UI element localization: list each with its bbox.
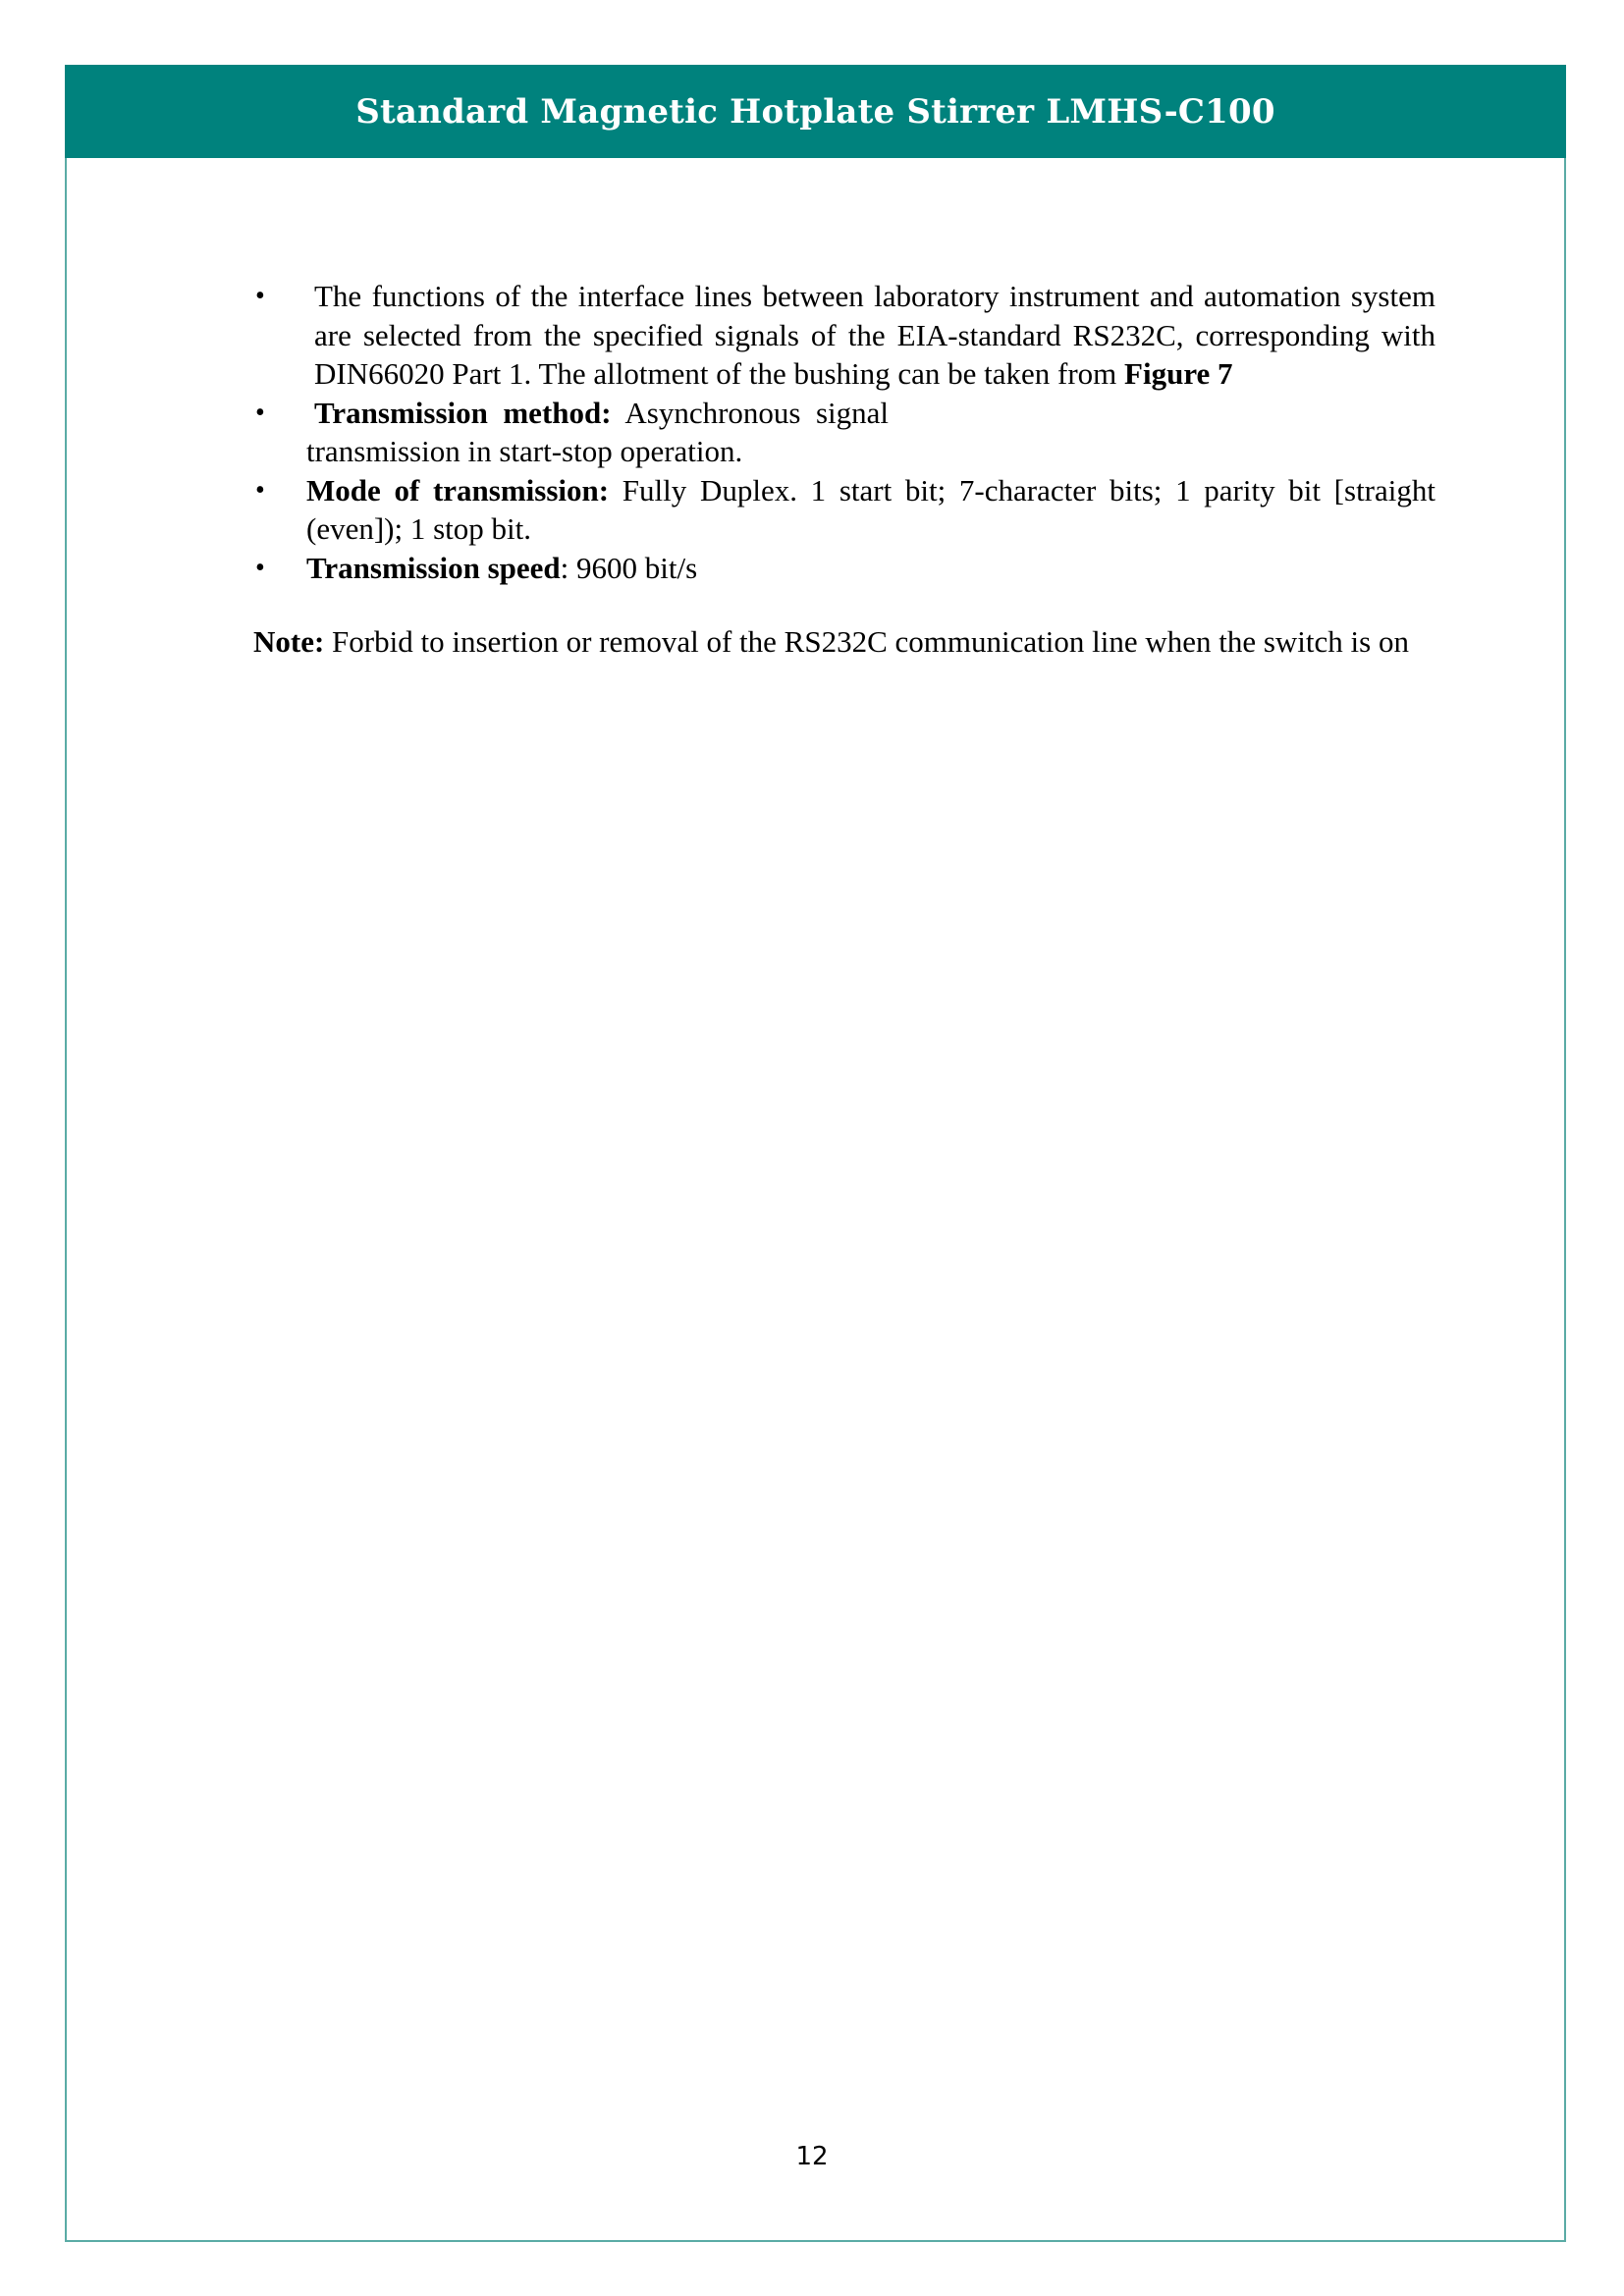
list-item-mode-of-transmission bbox=[253, 471, 1435, 549]
document-title: Standard Magnetic Hotplate Stirrer LMHS-C100 bbox=[355, 91, 1275, 132]
list-item-transmission-speed bbox=[253, 549, 1435, 588]
figure-reference: Figure 7 bbox=[1124, 356, 1233, 391]
list-item-text: Fully Duplex. 1 start bit; 7-character bits; 1 parity bit [straight (even]); 1 stop bit. bbox=[306, 472, 1435, 546]
header-band bbox=[65, 65, 1566, 158]
bullet-list bbox=[253, 277, 1435, 587]
list-item-text: : 9600 bit/s bbox=[560, 550, 698, 585]
list-item-label: Transmission method: bbox=[314, 395, 612, 430]
page-content bbox=[253, 277, 1435, 692]
list-item-text: The functions of the interface lines between laboratory instrument and automation system are selected from the specified signals of the EIA-standard RS232C, corresponding with DIN66020 Part 1. The allotment of the bushing can be taken from bbox=[314, 279, 1435, 391]
note-label: Note: bbox=[253, 624, 325, 659]
list-item-continuation: transmission in start-stop operation. bbox=[306, 434, 743, 468]
note-paragraph bbox=[253, 622, 1435, 662]
bullet-icon: • bbox=[255, 474, 265, 506]
list-item-label: Transmission speed bbox=[306, 550, 561, 585]
list-item-transmission-method bbox=[253, 394, 1435, 471]
list-item-first-line bbox=[253, 394, 1435, 433]
bullet-icon: • bbox=[255, 281, 265, 311]
list-item-label: Mode of transmission: bbox=[306, 472, 610, 507]
bullet-icon: • bbox=[255, 552, 265, 583]
bullet-icon: • bbox=[255, 397, 265, 428]
list-item-interface-lines bbox=[253, 277, 1435, 394]
page-number: 12 bbox=[795, 2142, 829, 2171]
note-text: Forbid to insertion or removal of the RS232C communication line when the switch is on bbox=[324, 624, 1409, 659]
list-item-text: Asynchronous signal bbox=[611, 395, 890, 430]
